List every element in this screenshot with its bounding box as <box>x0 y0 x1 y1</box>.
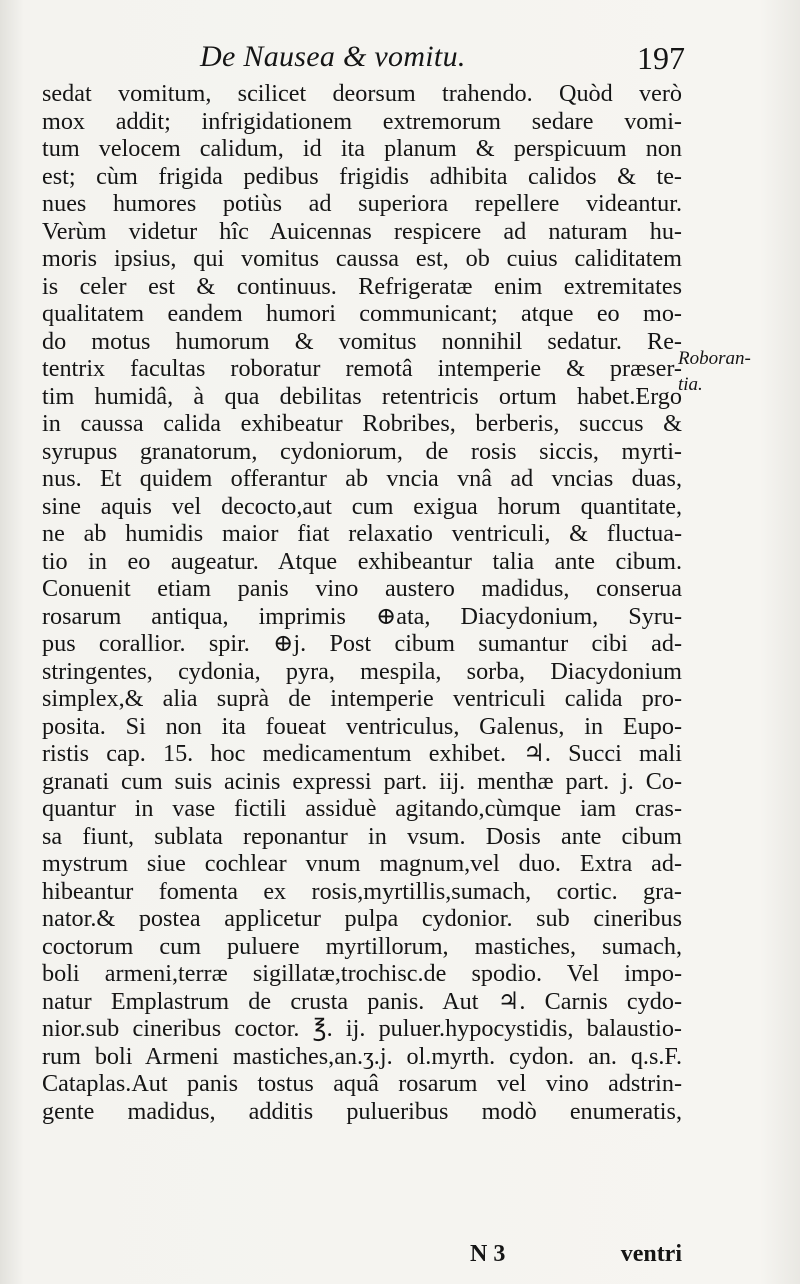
page-header <box>190 38 685 82</box>
page-footer <box>470 1241 682 1275</box>
margin-note-line: Roboran- <box>678 348 751 369</box>
text-line: natur Emplastrum de crusta panis. Aut ♃. Carnis cydo- <box>42 987 682 1015</box>
text-line: nues humores potiùs ad superiora repellere videantur. <box>42 190 682 217</box>
text-line: est; cùm frigida pedibus frigidis adhibita calidos & te- <box>42 162 682 190</box>
text-line: mystrum siue cochlear vnum magnum,vel duo. Extra ad- <box>42 850 682 877</box>
text-line: ristis cap. 15. hoc medicamentum exhibet. ♃. Succi mali <box>42 740 682 767</box>
margin-note-line: tia. <box>678 374 703 395</box>
signature-mark: N 3 <box>470 1241 506 1267</box>
text-line: Conuenit etiam panis vino austero madidus, conserua <box>42 575 682 602</box>
text-line: nus. Et quidem offerantur ab vncia vnâ ad vncias duas, <box>42 465 682 492</box>
body-text <box>42 80 682 1125</box>
text-line: simplex,& alia suprà de intemperie ventriculi calida pro- <box>42 685 682 712</box>
text-line: is celer est & continuus. Refrigeratæ enim extremitates <box>42 272 682 300</box>
running-title: De Nausea & vomitu. <box>200 40 466 73</box>
catchword: ventri <box>620 1241 682 1267</box>
text-line: syrupus granatorum, cydoniorum, de rosis siccis, myrti- <box>42 437 682 465</box>
text-line: granati cum suis acinis expressi part. iij. menthæ part. j. Co- <box>42 767 682 795</box>
text-line: tentrix facultas roboratur remotâ intemperie & præser- <box>42 355 682 382</box>
text-line: rosarum antiqua, imprimis ⊕ata, Diacydonium, Syru- <box>42 602 682 630</box>
text-line: ne ab humidis maior fiat relaxatio ventriculi, & fluctua- <box>42 520 682 547</box>
text-line: sedat vomitum, scilicet deorsum trahendo. Quòd verò <box>42 80 682 107</box>
text-line: in caussa calida exhibeatur Robribes, berberis, succus & <box>42 410 682 437</box>
page-number: 197 <box>637 40 685 76</box>
text-line: sine aquis vel decocto,aut cum exigua horum quantitate, <box>42 492 682 520</box>
text-line: stringentes, cydonia, pyra, mespila, sorba, Diacydonium <box>42 657 682 685</box>
text-line: pus corallior. spir. ⊕j. Post cibum sumantur cibi ad- <box>42 630 682 657</box>
text-line: nator.& postea applicetur pulpa cydonior. sub cineribus <box>42 905 682 932</box>
text-line: hibeantur fomenta ex rosis,myrtillis,sumach, cortic. gra- <box>42 877 682 905</box>
text-line: mox addit; infrigidationem extremorum sedare vomi- <box>42 107 682 135</box>
text-line: boli armeni,terræ sigillatæ,trochisc.de spodio. Vel impo- <box>42 960 682 987</box>
text-line: tio in eo augeatur. Atque exhibeantur talia ante cibum. <box>42 547 682 575</box>
text-line: sa fiunt, sublata reponantur in vsum. Dosis ante cibum <box>42 822 682 850</box>
text-line: moris ipsius, qui vomitus caussa est, ob cuius caliditatem <box>42 245 682 272</box>
text-line: gente madidus, additis pulueribus modò enumeratis, <box>42 1097 682 1125</box>
text-line: qualitatem eandem humori communicant; atque eo mo- <box>42 300 682 327</box>
text-line: quantur in vase fictili assiduè agitando,cùmque iam cras- <box>42 795 682 822</box>
margin-note <box>678 346 751 398</box>
text-line: nior.sub cineribus coctor. ℥. ij. puluer.hypocystidis, balaustio- <box>42 1015 682 1042</box>
text-line: do motus humorum & vomitus nonnihil sedatur. Re- <box>42 327 682 355</box>
text-line: posita. Si non ita foueat ventriculus, Galenus, in Eupo- <box>42 712 682 740</box>
text-line: tum velocem calidum, id ita planum & perspicuum non <box>42 135 682 162</box>
text-line: Cataplas.Aut panis tostus aquâ rosarum vel vino adstrin- <box>42 1070 682 1097</box>
text-line: coctorum cum puluere myrtillorum, mastiches, sumach, <box>42 932 682 960</box>
text-line: rum boli Armeni mastiches,an.ʒ.j. ol.myrth. cydon. an. q.s.F. <box>42 1042 682 1070</box>
text-line: tim humidâ, à qua debilitas retentricis ortum habet.Ergo <box>42 382 682 410</box>
text-line: Verùm videtur hîc Auicennas respicere ad naturam hu- <box>42 217 682 245</box>
